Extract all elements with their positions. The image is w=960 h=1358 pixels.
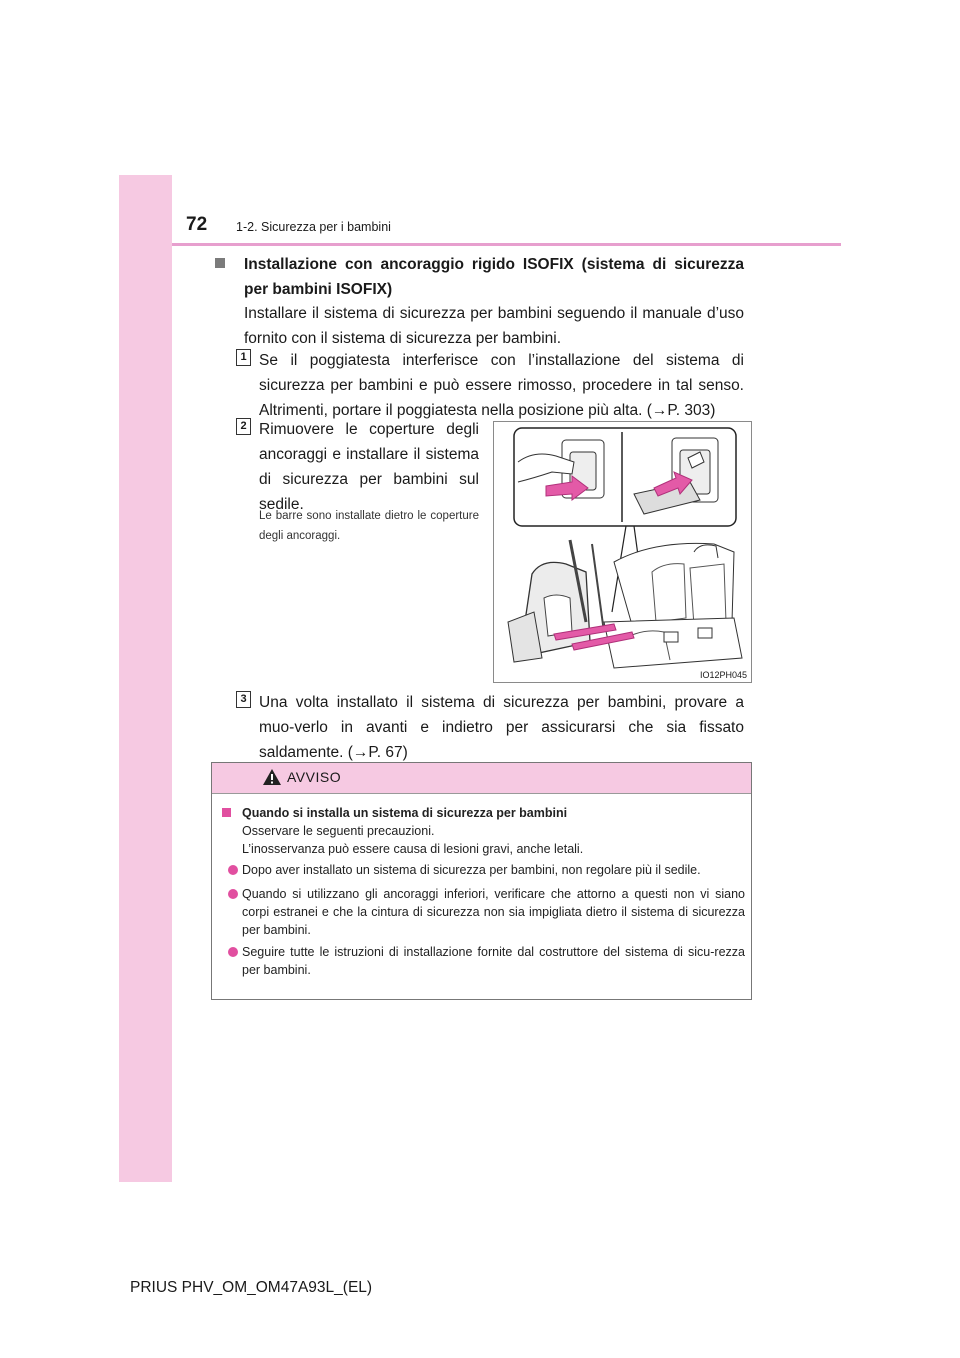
step-2-text: Rimuovere le coperture degli ancoraggi e installare il sistema di sicurezza per bambini sul sedile.: [259, 421, 479, 513]
heading-square-icon: [215, 258, 225, 268]
section-title: 1-2. Sicurezza per i bambini: [236, 220, 391, 234]
warning-triangle-icon: [262, 768, 282, 786]
step-2-note: Le barre sono installate dietro le coperture degli ancoraggi.: [259, 510, 479, 542]
warning-title: AVVISO: [287, 769, 342, 785]
bullet-dot-icon: [228, 889, 238, 899]
isofix-drawing: [494, 422, 751, 682]
warning-line-2: L’inosservanza può essere causa di lesioni gravi, anche letali.: [242, 842, 584, 856]
warning-box: [211, 762, 752, 1000]
step-2-badge: 2: [236, 418, 251, 435]
warning-line-1: Osservare le seguenti precauzioni.: [242, 824, 435, 838]
intro-paragraph: Installare il sistema di sicurezza per bambini seguendo il manuale d’uso fornito con il sistema di sicurezza per bambini.: [244, 305, 744, 347]
step-1-text: Se il poggiatesta interferisce con l’installazione del sistema di sicurezza per bambini e può essere rimosso, procedere in tal senso. Altrimenti, portare il poggiatesta nella posizione più alta. (→P. 303): [259, 352, 744, 419]
step-3-text: Una volta installato il sistema di sicurezza per bambini, provare a muo-verlo in avanti e indietro per assicurarsi che sia fissato saldamente. (→P. 67): [259, 694, 744, 761]
header-rule: [172, 243, 841, 246]
warning-header: [212, 763, 751, 794]
isofix-illustration: [493, 421, 752, 683]
bullet-dot-icon: [228, 865, 238, 875]
warning-bullet: Quando si utilizzano gli ancoraggi inferiori, verificare che attorno a questi non vi siano corpi estranei e che la cintura di sicurezza non sia impigliata dietro il sistema di sicurezza per bambini.: [242, 887, 745, 937]
section-heading: Installazione con ancoraggio rigido ISOFIX (sistema di sicurezza per bambini ISOFIX): [244, 256, 744, 298]
warning-square-icon: [222, 808, 231, 817]
warning-subheading: Quando si installa un sistema di sicurezza per bambini: [242, 806, 568, 820]
step-1-badge: 1: [236, 349, 251, 366]
figure-id: IO12PH045: [699, 670, 747, 680]
side-tab-band: [119, 175, 172, 1182]
warning-bullet: Dopo aver installato un sistema di sicurezza per bambini, non regolare più il sedile.: [242, 863, 701, 877]
warning-bullet: Seguire tutte le istruzioni di installazione fornite dal costruttore del sistema di sicu-rezza per bambini.: [242, 945, 745, 977]
bullet-dot-icon: [228, 947, 238, 957]
footer-doc-code: PRIUS PHV_OM_OM47A93L_(EL): [130, 1279, 373, 1296]
step-3-badge: 3: [236, 691, 251, 708]
page-number: 72: [186, 214, 208, 235]
